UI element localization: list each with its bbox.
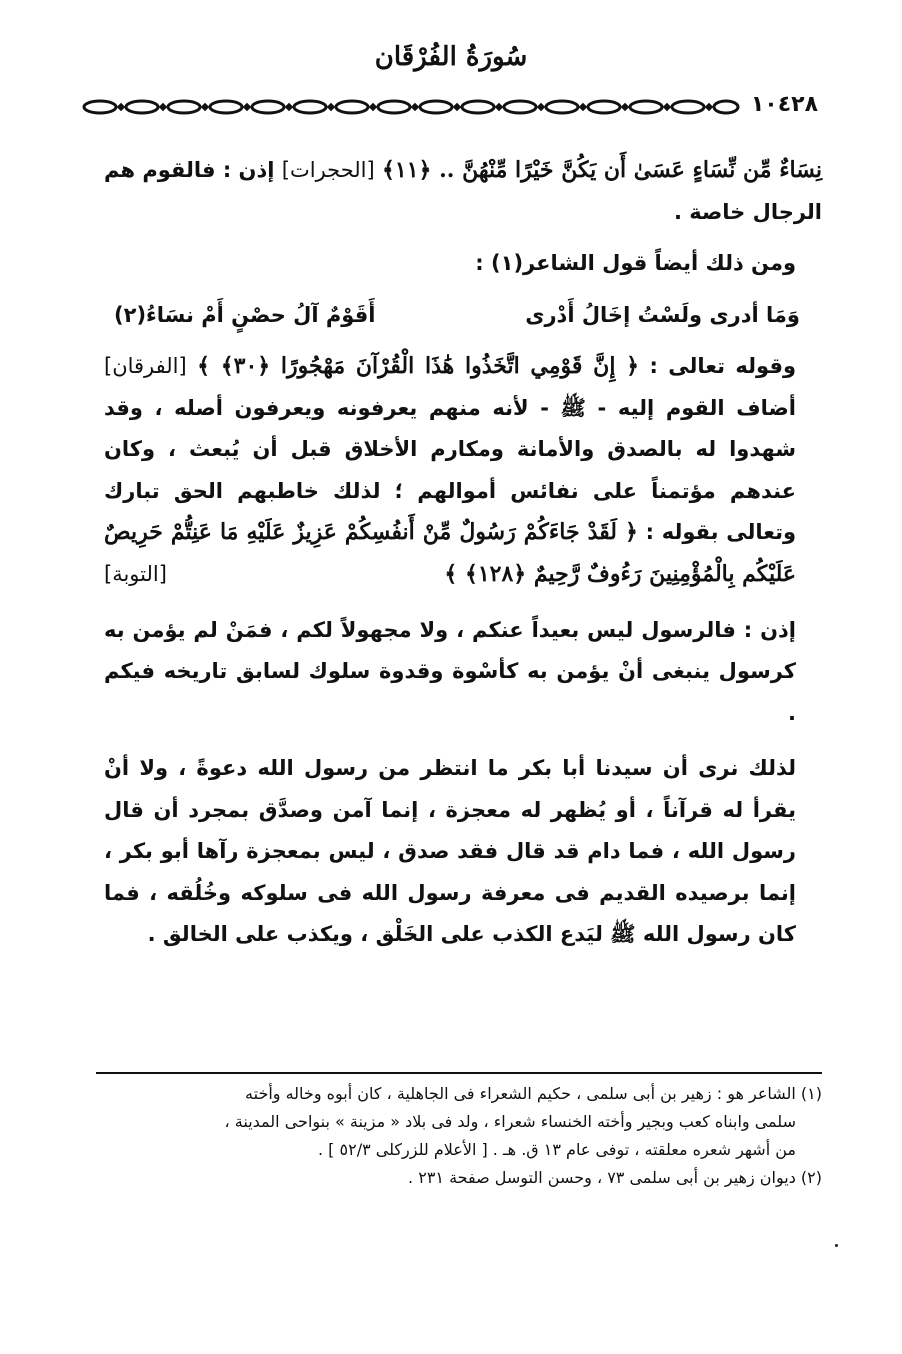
quran-verse: ﴿ لَقَدْ جَاءَكُمْ رَسُولٌ مِّنْ أَنفُسِكُمْ عَزِيزٌ عَلَيْهِ مَا عَنِتُّمْ حَرِيصٌ عَلَيْكُم بِالْمُؤْمِنِينَ رَءُوفٌ رَّحِيمٌ ﴿١٢٨﴾ ﴾ bbox=[104, 519, 796, 587]
paragraph-2: ومن ذلك أيضاً قول الشاعر(١) : bbox=[475, 251, 796, 275]
footnote-divider bbox=[96, 1072, 822, 1074]
surah-title: سُورَةُ الفُرْقَان bbox=[374, 42, 528, 72]
header-row bbox=[80, 92, 840, 122]
surah-reference: [الفرقان] bbox=[104, 354, 187, 378]
poem-first-half: وَمَا أدرى ولَسْتُ إخَالُ أَدْرى bbox=[525, 302, 800, 327]
paragraph-text: وقوله تعالى : bbox=[649, 354, 797, 378]
footnote-1-line-1: (١) الشاعر هو : زهير بن أبى سلمى ، حكيم الشعراء فى الجاهلية ، كان أبوه وخاله وأخته bbox=[245, 1084, 822, 1103]
paragraph-5: لذلك نرى أن سيدنا أبا بكر ما انتظر من رسول الله دعوةً ، ولا أنْ يقرأ له قرآناً ، أو يُظهر له معجزة ، إنما آمن وصدَّق بمجرد أن قال رسول الله ، فما دام قد قال فقد صدق ، ليس بمعجزة رآها أبو بكر ، إنما برصيده القديم فى معرفة رسول الله فى سلوكه وخُلُقه ، فما كان رسول الله ﷺ ليَدع الكذب على الخَلْق ، ويكذب على الخالق . bbox=[104, 756, 796, 946]
paragraph-text: إذن : فالقوم هم الرجال خاصة . bbox=[104, 158, 822, 224]
quran-verse: نِسَاءٌ مِّن نِّسَاءٍ عَسَىٰ أَن يَكُنَّ خَيْرًا مِّنْهُنَّ .. ﴿١١﴾ bbox=[382, 157, 823, 183]
paragraph-text: أضاف القوم إليه - ﷺ - لأنه منهم يعرفونه ويعرفون أصله ، وقد شهدوا له بالصدق والأمانة ومكارم الأخلاق قبل أن يُبعث ، وكان عندهم مؤتمناً على نفائس أموالهم ؛ لذلك خاطبهم الحق تبارك وتعالى بقوله : bbox=[104, 395, 797, 544]
footnote-2: (٢) ديوان زهير بن أبى سلمى ٧٣ ، وحسن التوسل صفحة ٢٣١ . bbox=[408, 1168, 822, 1187]
scan-speck bbox=[835, 1244, 838, 1247]
ornament-border-icon bbox=[80, 98, 740, 116]
footnotes bbox=[104, 1080, 822, 1192]
poem-second-half: أَقَوْمٌ آلُ حصْنٍ أَمْ نسَاءُ(٢) bbox=[114, 302, 376, 327]
footnote-1-line-2: سلمى وابناه كعب وبجير وأخته الخنساء شعراء ، ولد فى بلاد « مزينة » بنواحى المدينة ، bbox=[224, 1112, 796, 1131]
main-text bbox=[104, 150, 822, 956]
surah-reference: [التوبة] bbox=[104, 562, 167, 586]
paragraph-4: إذن : فالرسول ليس بعيداً عنكم ، ولا مجهولاً لكم ، فمَنْ لم يؤمن به كرسول ينبغى أنْ يؤمن به كأسْوة وقدوة سلوك لسابق تاريخه فيكم . bbox=[104, 617, 796, 725]
surah-reference: [الحجرات] bbox=[281, 158, 375, 182]
poem-verse bbox=[104, 295, 822, 337]
paragraph-1 bbox=[104, 150, 822, 233]
quran-verse: ﴿ إِنَّ قَوْمِي اتَّخَذُوا هَٰذَا الْقُرْآنَ مَهْجُورًا ﴿٣٠﴾ ﴾ bbox=[197, 353, 640, 379]
footnote-1-line-3: من أشهر شعره معلقته ، توفى عام ١٣ ق. هـ . [ الأعلام للزركلى ٥٢/٣ ] . bbox=[318, 1140, 796, 1159]
page-number: ١٠٤٢٨ bbox=[750, 92, 818, 117]
